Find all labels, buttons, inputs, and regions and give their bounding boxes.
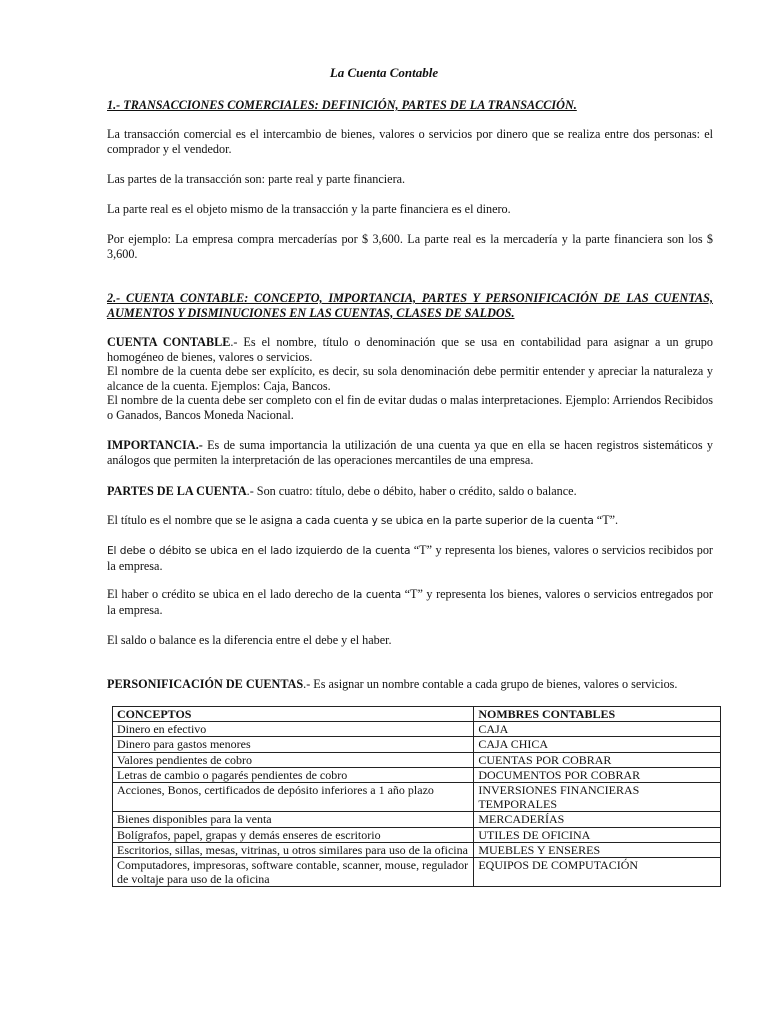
cuenta-contable-label: CUENTA CONTABLE: [107, 335, 231, 349]
table-cell-nombre: UTILES DE OFICINA: [474, 827, 721, 842]
table-cell-nombre: CAJA CHICA: [474, 737, 721, 752]
table-row: [113, 722, 721, 737]
table-cell-nombre: INVERSIONES FINANCIERAS TEMPORALES: [474, 783, 721, 812]
debe-text-a: El debe o débito se ubica en el lado izquierdo de la cuenta: [107, 545, 411, 557]
table-cell-concepto: Letras de cambio o pagarés pendientes de cobro: [113, 767, 474, 782]
titulo-text-a: El título es el nombre que se le asign: [107, 513, 287, 527]
table-row: [113, 783, 721, 812]
section1-paragraph-1: La transacción comercial es el intercambio de bienes, valores o servicios por dinero que se realiza entre dos personas: el comprador y el vendedor.: [107, 127, 713, 156]
table-row: [113, 827, 721, 842]
partes-label: PARTES DE LA CUENTA: [107, 484, 247, 498]
titulo-paragraph: [107, 513, 713, 529]
saldo-paragraph: El saldo o balance es la diferencia entre el debe y el haber.: [107, 633, 392, 647]
table-cell-nombre: MUEBLES Y ENSERES: [474, 842, 721, 857]
table-cell-concepto: Computadores, impresoras, software contable, scanner, mouse, regulador de voltaje para uso de la oficina: [113, 858, 474, 887]
personificacion-text: .- Es asignar un nombre contable a cada grupo de bienes, valores o servicios.: [303, 677, 678, 691]
document-title: La Cuenta Contable: [329, 65, 439, 80]
table-header-row: [113, 707, 721, 722]
table-row: [113, 812, 721, 827]
partes-paragraph: [107, 484, 713, 499]
section1-paragraph-2: Las partes de la transacción son: parte real y parte financiera.: [107, 172, 406, 186]
personificacion-table: [112, 706, 721, 887]
titulo-text-b: a a cada cuenta y se ubica en la parte superior de la cuenta: [286, 515, 594, 527]
section1-heading: 1.- TRANSACCIONES COMERCIALES: DEFINICIÓN, PARTES DE LA TRANSACCIÓN.: [107, 98, 577, 112]
table-cell-concepto: Bienes disponibles para la venta: [113, 812, 474, 827]
table-cell-concepto: Dinero para gastos menores: [113, 737, 474, 752]
table-cell-nombre: DOCUMENTOS POR COBRAR: [474, 767, 721, 782]
cuenta-contable-line-2: El nombre de la cuenta debe ser explícito, es decir, su sola denominación debe permitir entender y apreciar la naturaleza y alcance de la cuenta. Ejemplos: Caja, Bancos.: [107, 364, 713, 393]
table-row: [113, 767, 721, 782]
importancia-label: IMPORTANCIA.-: [107, 438, 203, 452]
table-header-nombres-contables: NOMBRES CONTABLES: [474, 707, 721, 722]
cuenta-contable-line-3: El nombre de la cuenta debe ser completo con el fin de evitar dudas o malas interpretaciones. Ejemplo: Arriendos Recibidos o Ganados, Bancos Moneda Nacional.: [107, 393, 713, 422]
section2-heading: 2.- CUENTA CONTABLE: CONCEPTO, IMPORTANCIA, PARTES Y PERSONIFICACIÓN DE LAS CUENTAS, AUMENTOS Y DISMINUCIONES EN LAS CUENTAS, CLASES DE SALDOS.: [107, 291, 713, 320]
haber-paragraph: [107, 587, 713, 617]
table-row: [113, 842, 721, 857]
table-row: [113, 737, 721, 752]
haber-text-b: de la cuenta: [336, 589, 402, 601]
cuenta-contable-text: .- Es el nombre, título o denominación que se usa en contabilidad para asignar a un grupo homogéneo de bienes, valores o servicios.: [107, 335, 713, 364]
table-cell-nombre: MERCADERÍAS: [474, 812, 721, 827]
personificacion-paragraph: [107, 677, 713, 692]
table-row: [113, 858, 721, 887]
table-header-conceptos: CONCEPTOS: [113, 707, 474, 722]
table-cell-nombre: EQUIPOS DE COMPUTACIÓN: [474, 858, 721, 887]
personificacion-label: PERSONIFICACIÓN DE CUENTAS: [107, 677, 304, 691]
titulo-text-c: “T”.: [593, 513, 619, 527]
table-cell-concepto: Dinero en efectivo: [113, 722, 474, 737]
table-row: [113, 752, 721, 767]
table-cell-nombre: CAJA: [474, 722, 721, 737]
haber-text-c: “T” y representa los bienes, valores o servicios entregados por la empresa.: [107, 587, 713, 617]
haber-text-a: El haber o crédito se ubica en el lado derecho: [107, 587, 337, 601]
table-cell-concepto: Valores pendientes de cobro: [113, 752, 474, 767]
importancia-text: Es de suma importancia la utilización de una cuenta ya que en ella se hacen registros sistemáticos y análogos que permiten la interpretación de las operaciones mercantiles de una empresa.: [107, 438, 713, 467]
section1-paragraph-3: La parte real es el objeto mismo de la transacción y la parte financiera es el dinero.: [107, 202, 511, 216]
importancia-paragraph: [107, 438, 713, 467]
table-cell-nombre: CUENTAS POR COBRAR: [474, 752, 721, 767]
debe-text-b: “T” y representa los bienes, valores o servicios recibidos por la empresa.: [107, 543, 713, 573]
table-cell-concepto: Acciones, Bonos, certificados de depósito inferiores a 1 año plazo: [113, 783, 474, 812]
debe-paragraph: [107, 543, 713, 573]
section1-paragraph-4: Por ejemplo: La empresa compra mercaderías por $ 3,600. La parte real es la mercadería y la parte financiera son los $ 3,600.: [107, 232, 713, 261]
partes-text: .- Son cuatro: título, debe o débito, haber o crédito, saldo o balance.: [246, 484, 577, 498]
cuenta-contable-block: [107, 335, 713, 423]
table-cell-concepto: Escritorios, sillas, mesas, vitrinas, u otros similares para uso de la oficina: [113, 842, 474, 857]
table-cell-concepto: Bolígrafos, papel, grapas y demás enseres de escritorio: [113, 827, 474, 842]
